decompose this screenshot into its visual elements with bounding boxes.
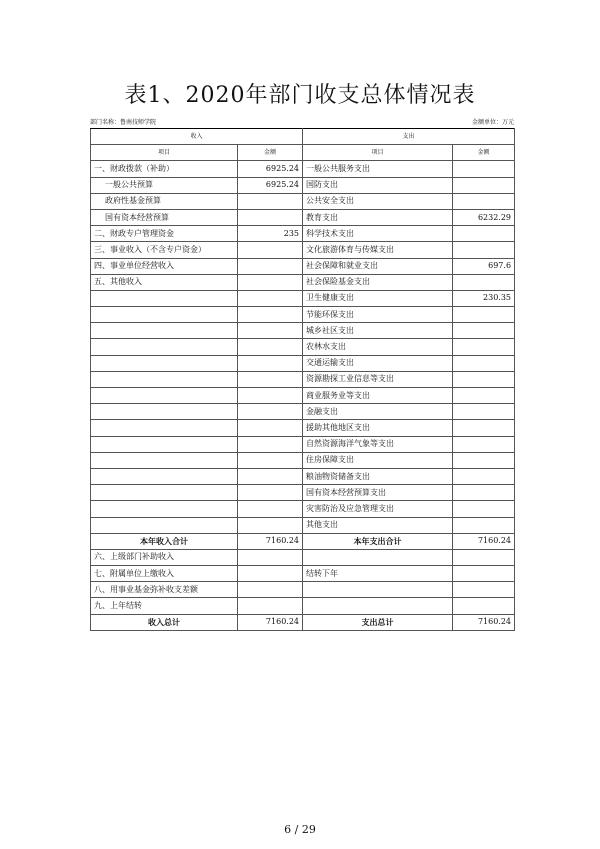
expense-item-cell — [303, 549, 453, 565]
expense-amount-cell — [453, 371, 515, 387]
expense-item-cell: 结转下年 — [303, 566, 453, 582]
expense-amount-cell — [453, 193, 515, 209]
income-amount-cell — [238, 258, 303, 274]
expense-amount-header: 金额 — [453, 145, 515, 161]
expense-item-cell: 资源勘探工业信息等支出 — [303, 371, 453, 387]
income-item-cell: 四、事业单位经营收入 — [91, 258, 238, 274]
income-amount-cell: 6925.24 — [238, 177, 303, 193]
expense-item-cell: 教育支出 — [303, 209, 453, 225]
income-item-cell: 五、其他收入 — [91, 274, 238, 290]
expense-amount-cell — [453, 549, 515, 565]
expense-amount-cell — [453, 339, 515, 355]
table-row — [91, 436, 515, 452]
income-amount-cell — [238, 323, 303, 339]
expense-amount-cell — [453, 404, 515, 420]
table-row — [91, 468, 515, 484]
income-item-cell — [91, 323, 238, 339]
expense-amount-cell: 697.6 — [453, 258, 515, 274]
section-header-row — [91, 129, 515, 145]
income-item-cell: 政府性基金预算 — [91, 193, 238, 209]
subtotal-row — [91, 533, 515, 549]
table-row — [91, 485, 515, 501]
expense-amount-cell — [453, 355, 515, 371]
expense-item-cell — [303, 598, 453, 614]
table-row — [91, 274, 515, 290]
unit-info-line — [90, 117, 514, 126]
table-row — [91, 582, 515, 598]
table-row — [91, 404, 515, 420]
income-item-cell: 六、上级部门补助收入 — [91, 549, 238, 565]
table-row — [91, 161, 515, 177]
expense-item-cell: 文化旅游体育与传媒支出 — [303, 242, 453, 258]
income-item-cell: 三、事业收入（不含专户资金） — [91, 242, 238, 258]
income-amount-cell — [238, 242, 303, 258]
amount-unit: 金额单位：万元 — [471, 119, 514, 126]
income-item-cell — [91, 339, 238, 355]
income-amount-cell — [238, 339, 303, 355]
expense-amount-cell — [453, 420, 515, 436]
table-row — [91, 371, 515, 387]
income-amount-cell: 7160.24 — [238, 533, 303, 549]
page-number: 6 / 29 — [284, 823, 316, 836]
income-amount-cell — [238, 566, 303, 582]
expense-item-cell: 城乡社区支出 — [303, 323, 453, 339]
expense-item-cell: 一般公共服务支出 — [303, 161, 453, 177]
income-item-cell: 一、财政拨款（补助） — [91, 161, 238, 177]
income-item-cell — [91, 517, 238, 533]
department-name: 部门名称：鲁南技师学院 — [90, 119, 157, 126]
expense-item-cell — [303, 582, 453, 598]
expense-item-cell: 住房保障支出 — [303, 452, 453, 468]
expense-amount-cell — [453, 485, 515, 501]
table-row — [91, 323, 515, 339]
page-title: 表1、2020年部门收支总体情况表 — [124, 83, 476, 108]
expense-item-cell: 社会保障和就业支出 — [303, 258, 453, 274]
income-amount-cell — [238, 517, 303, 533]
income-amount-cell — [238, 274, 303, 290]
expense-item-cell: 支出总计 — [303, 614, 453, 630]
expense-item-cell: 粮油物资储备支出 — [303, 468, 453, 484]
expense-amount-cell — [453, 566, 515, 582]
expense-amount-cell — [453, 468, 515, 484]
table-row — [91, 598, 515, 614]
income-amount-cell — [238, 209, 303, 225]
income-item-cell: 国有资本经营预算 — [91, 209, 238, 225]
income-item-cell — [91, 420, 238, 436]
income-item-cell — [91, 388, 238, 404]
expense-amount-cell — [453, 226, 515, 242]
expense-item-cell: 金融支出 — [303, 404, 453, 420]
expense-item-cell: 自然资源海洋气象等支出 — [303, 436, 453, 452]
income-amount-cell — [238, 485, 303, 501]
expense-amount-cell — [453, 323, 515, 339]
expense-item-cell: 其他支出 — [303, 517, 453, 533]
table-row — [91, 242, 515, 258]
income-amount-cell — [238, 420, 303, 436]
table-row — [91, 355, 515, 371]
expense-amount-cell — [453, 436, 515, 452]
table-row — [91, 452, 515, 468]
table-row — [91, 420, 515, 436]
expense-item-cell: 公共安全支出 — [303, 193, 453, 209]
income-item-cell — [91, 436, 238, 452]
expense-amount-cell — [453, 307, 515, 323]
expense-item-header: 项目 — [303, 145, 453, 161]
income-item-header: 项目 — [91, 145, 238, 161]
expense-item-cell: 本年支出合计 — [303, 533, 453, 549]
expense-item-cell: 商业服务业等支出 — [303, 388, 453, 404]
table-row — [91, 177, 515, 193]
table-row — [91, 209, 515, 225]
income-item-cell — [91, 468, 238, 484]
table-row — [91, 339, 515, 355]
income-item-cell — [91, 404, 238, 420]
income-item-cell: 二、财政专户管理资金 — [91, 226, 238, 242]
income-item-cell: 七、附属单位上缴收入 — [91, 566, 238, 582]
income-item-cell — [91, 501, 238, 517]
income-amount-cell: 235 — [238, 226, 303, 242]
income-item-cell — [91, 452, 238, 468]
expense-amount-cell — [453, 517, 515, 533]
income-amount-cell — [238, 307, 303, 323]
income-item-cell — [91, 290, 238, 306]
income-item-cell: 九、上年结转 — [91, 598, 238, 614]
total-row — [91, 614, 515, 630]
table-row — [91, 290, 515, 306]
income-amount-cell — [238, 371, 303, 387]
income-amount-cell — [238, 290, 303, 306]
expense-header: 支出 — [303, 129, 515, 145]
expense-amount-cell — [453, 242, 515, 258]
expense-amount-cell — [453, 598, 515, 614]
expense-amount-cell — [453, 274, 515, 290]
expense-amount-cell: 7160.24 — [453, 614, 515, 630]
expense-amount-cell — [453, 177, 515, 193]
expense-amount-cell: 6232.29 — [453, 209, 515, 225]
income-amount-cell — [238, 193, 303, 209]
expense-item-cell: 国防支出 — [303, 177, 453, 193]
income-amount-cell — [238, 598, 303, 614]
income-amount-cell — [238, 468, 303, 484]
income-amount-cell — [238, 436, 303, 452]
budget-table — [90, 128, 515, 631]
income-amount-cell: 7160.24 — [238, 614, 303, 630]
column-header-row — [91, 145, 515, 161]
table-row — [91, 501, 515, 517]
income-amount-header: 金额 — [238, 145, 303, 161]
income-amount-cell — [238, 452, 303, 468]
expense-item-cell: 节能环保支出 — [303, 307, 453, 323]
table-row — [91, 193, 515, 209]
expense-amount-cell: 230.35 — [453, 290, 515, 306]
income-item-cell: 八、用事业基金弥补收支差额 — [91, 582, 238, 598]
expense-item-cell: 援助其他地区支出 — [303, 420, 453, 436]
expense-amount-cell — [453, 161, 515, 177]
expense-amount-cell — [453, 582, 515, 598]
expense-amount-cell: 7160.24 — [453, 533, 515, 549]
expense-item-cell: 科学技术支出 — [303, 226, 453, 242]
income-item-cell: 收入总计 — [91, 614, 238, 630]
income-amount-cell — [238, 549, 303, 565]
income-item-cell — [91, 485, 238, 501]
expense-item-cell: 农林水支出 — [303, 339, 453, 355]
expense-item-cell: 灾害防治及应急管理支出 — [303, 501, 453, 517]
table-row — [91, 517, 515, 533]
table-row — [91, 388, 515, 404]
income-amount-cell — [238, 388, 303, 404]
expense-item-cell: 交通运输支出 — [303, 355, 453, 371]
expense-amount-cell — [453, 452, 515, 468]
expense-item-cell: 社会保险基金支出 — [303, 274, 453, 290]
income-amount-cell — [238, 501, 303, 517]
expense-amount-cell — [453, 388, 515, 404]
income-amount-cell — [238, 582, 303, 598]
income-item-cell: 一般公共预算 — [91, 177, 238, 193]
income-item-cell — [91, 371, 238, 387]
expense-item-cell: 卫生健康支出 — [303, 290, 453, 306]
income-item-cell — [91, 307, 238, 323]
table-row — [91, 226, 515, 242]
table-row — [91, 307, 515, 323]
expense-item-cell: 国有资本经营预算支出 — [303, 485, 453, 501]
table-row — [91, 258, 515, 274]
table-row — [91, 549, 515, 565]
expense-amount-cell — [453, 501, 515, 517]
income-header: 收入 — [91, 129, 303, 145]
table-row — [91, 566, 515, 582]
income-item-cell — [91, 355, 238, 371]
income-amount-cell — [238, 355, 303, 371]
income-item-cell: 本年收入合计 — [91, 533, 238, 549]
income-amount-cell — [238, 404, 303, 420]
income-amount-cell: 6925.24 — [238, 161, 303, 177]
